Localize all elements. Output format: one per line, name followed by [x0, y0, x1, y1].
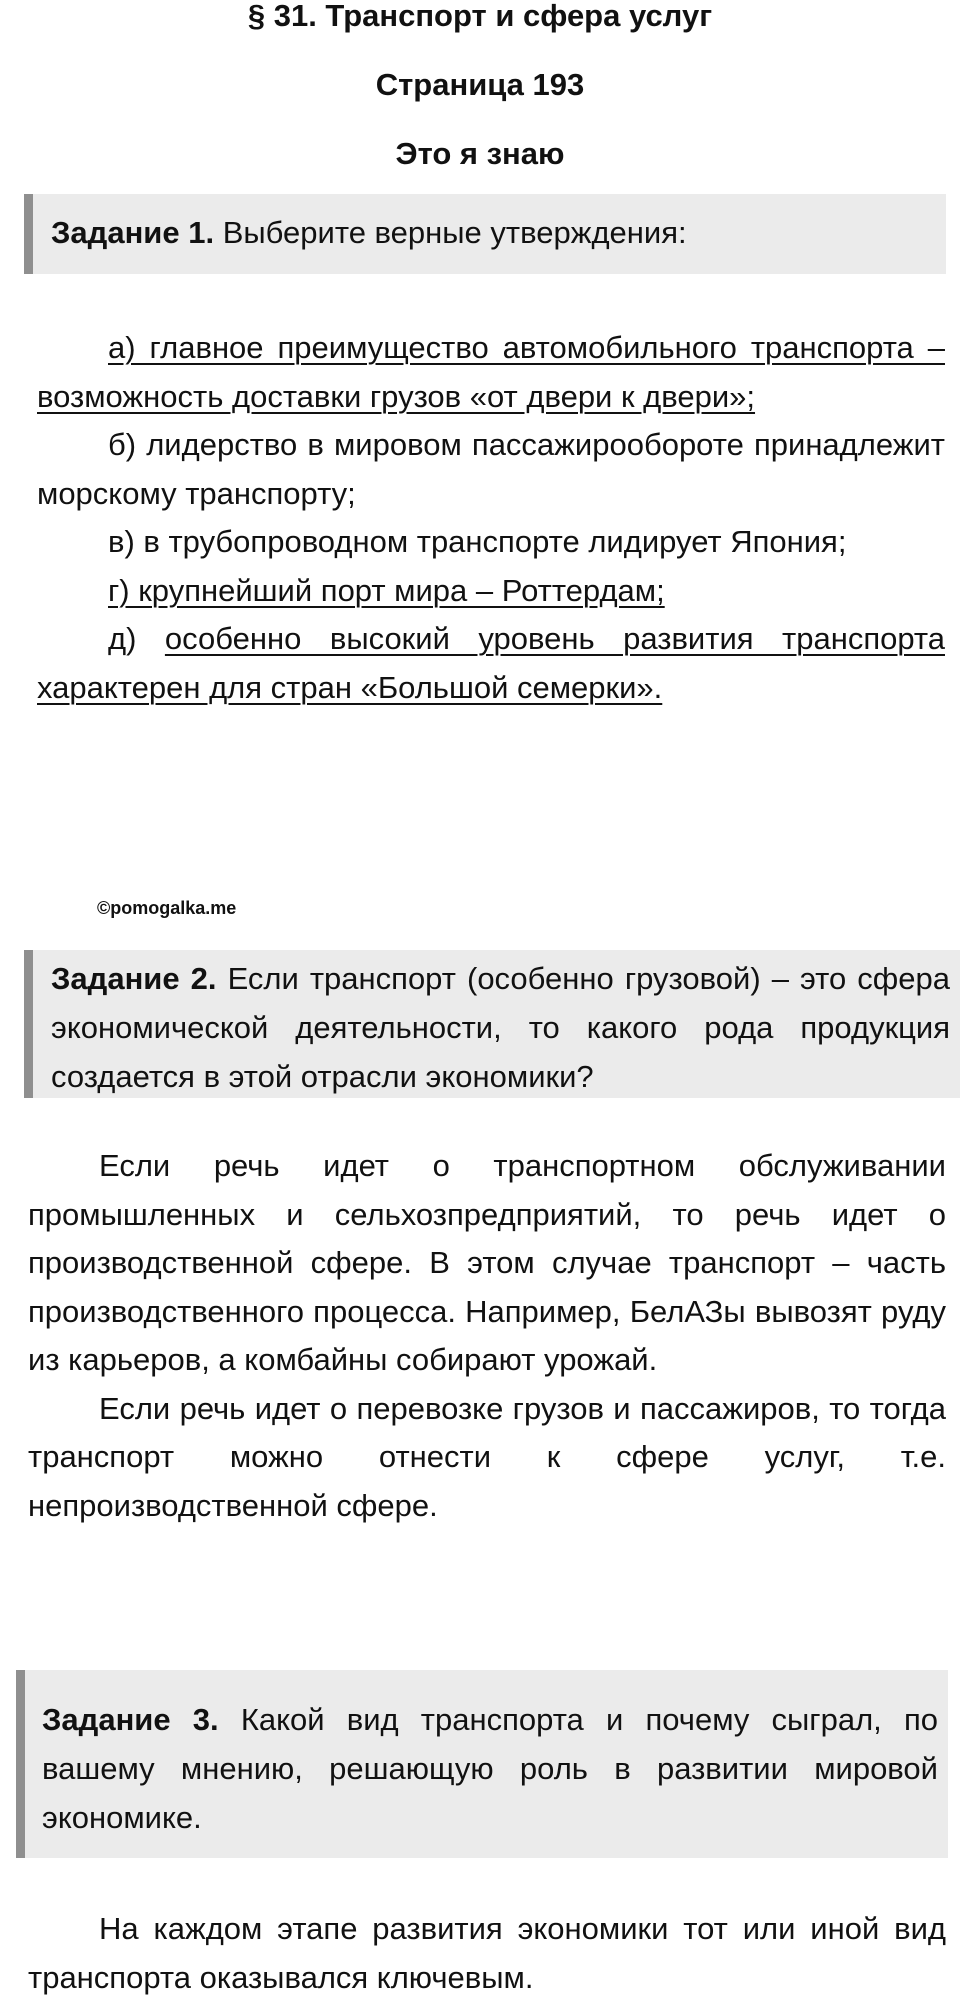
task2-label: Задание 2.: [51, 961, 217, 996]
task1-text: Выберите верные утверждения:: [214, 215, 687, 250]
task3-answer: [28, 1905, 946, 2002]
answer-d: [37, 615, 945, 712]
task1-label: Задание 1.: [51, 215, 215, 250]
watermark: ©pomogalka.me: [97, 898, 237, 918]
task2-answer-p2: Если речь идет о перевозке грузов и пассажиров, то тогда транспорт можно отнести к сфере услуг, т.е. непроизводственной сфере.: [28, 1390, 946, 1523]
section-title: § 31. Транспорт и сфера услуг: [247, 0, 713, 33]
answer-d-text: особенно высокий уровень развития транспорта характерен для стран «Большой семерки».: [37, 621, 945, 705]
task3-label: Задание 3.: [42, 1702, 219, 1737]
page-label: Страница 193: [375, 67, 585, 102]
task3-answer-p1: На каждом этапе развития экономики тот или иной вид транспорта оказывался ключевым.: [28, 1911, 946, 1995]
answer-v: в) в трубопроводном транспорте лидирует Япония;: [108, 524, 847, 559]
answer-g: [37, 567, 945, 616]
subtitle: Это я знаю: [395, 136, 565, 171]
answer-g-text: г) крупнейший порт мира – Роттердам;: [108, 572, 665, 608]
task1-prompt: [24, 194, 946, 274]
task1-answers: [37, 324, 945, 712]
answer-b: б) лидерство в мировом пассажирообороте принадлежит морскому транспорту;: [37, 427, 945, 511]
task2-text: Если транспорт (особенно грузовой) – это сфера экономической деятельности, то какого рода продукция создается в этой отрасли экономики?: [51, 961, 950, 1094]
answer-d-prefix: д): [108, 621, 165, 656]
task2-answer: [28, 1142, 946, 1530]
answer-a: а) главное преимущество автомобильного транспорта – возможность доставки грузов «от двери к двери»;: [37, 330, 945, 414]
task2-answer-p1: Если речь идет о транспортном обслуживании промышленных и сельхозпредприятий, то речь идет о производственной сфере. В этом случае транспорт – часть производственного процесса. Например, БелАЗы вывозят руду из карьеров, а комбайны собирают урожай.: [28, 1148, 946, 1377]
task3-prompt: [16, 1670, 948, 1858]
task2-prompt: [24, 950, 960, 1098]
task3-text: Какой вид транспорта и почему сыграл, по вашему мнению, решающую роль в развитии мировой экономике.: [42, 1702, 938, 1835]
